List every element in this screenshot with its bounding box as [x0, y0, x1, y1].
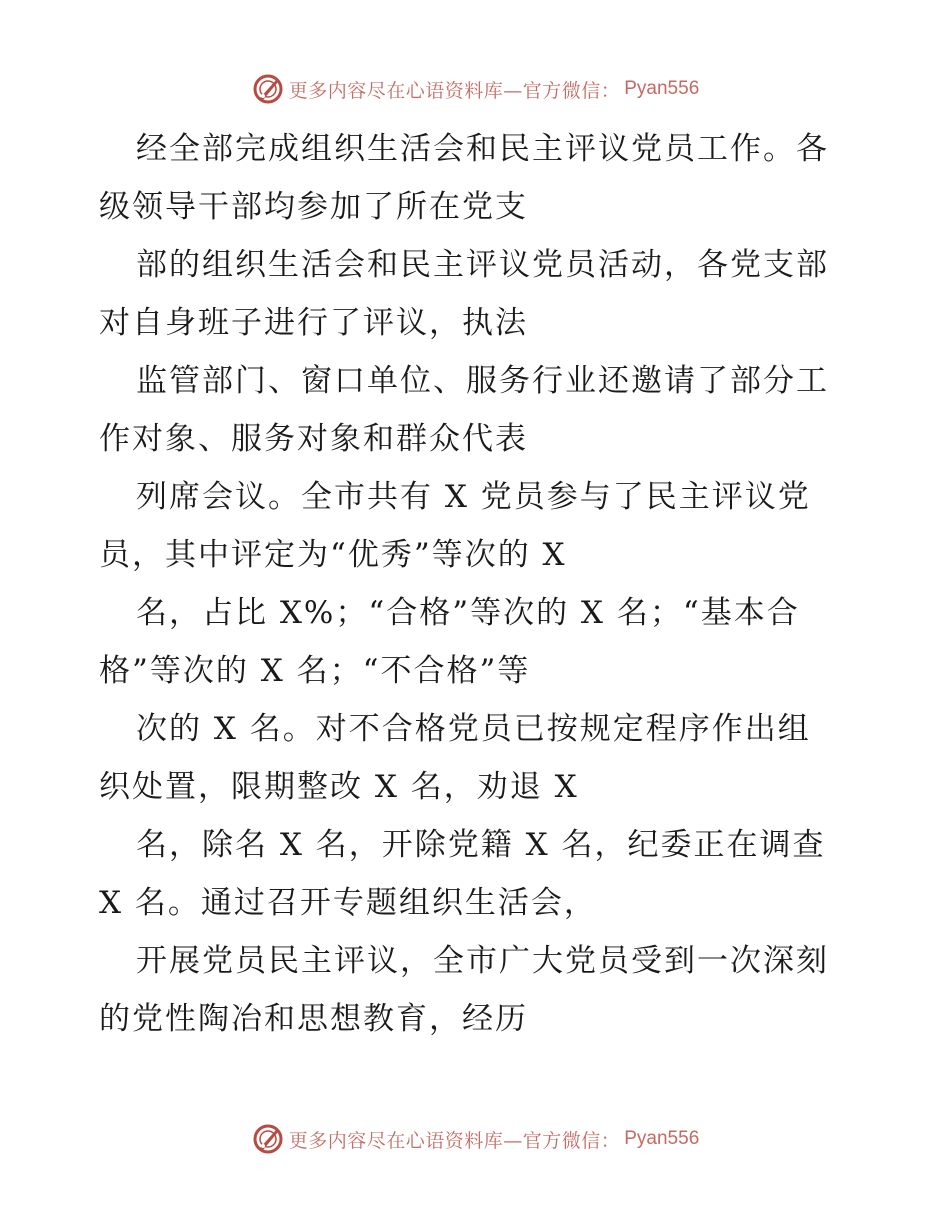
paragraph-line: 的党性陶冶和思想教育，经历 [99, 1001, 528, 1037]
paragraph [99, 120, 859, 236]
paragraph-line: 经全部完成组织生活会和民主评议党员工作。各 [136, 131, 829, 167]
paragraph-line: 名，占比 X%；“合格”等次的 X 名；“基本合 [136, 595, 800, 631]
banner-text: 更多内容尽在心语资料库—官方微信： [288, 1129, 621, 1152]
paragraph-line: 次的 X 名。对不合格党员已按规定程序作出组 [136, 711, 811, 747]
wechat-handle: Pyan556 [624, 78, 700, 99]
paragraph-line: 监管部门、窗口单位、服务行业还邀请了部分工 [136, 363, 829, 399]
paragraph [99, 584, 859, 700]
paragraph-line: 员，其中评定为“优秀”等次的 X [99, 537, 567, 573]
paragraph-line: 织处置，限期整改 X 名，劝退 X [99, 769, 579, 805]
paragraph-line: 级领导干部均参加了所在党支 [99, 189, 528, 225]
pen-nib-circle-icon [251, 72, 285, 106]
paragraph-line: 列席会议。全市共有 X 党员参与了民主评议党 [136, 479, 811, 515]
paragraph-line: 作对象、服务对象和群众代表 [99, 421, 528, 457]
banner-text: 更多内容尽在心语资料库—官方微信： [288, 79, 621, 102]
paragraph-line: 部的组织生活会和民主评议党员活动，各党支部 [136, 247, 829, 283]
wechat-handle: Pyan556 [624, 1128, 700, 1149]
paragraph [99, 816, 859, 932]
pen-nib-circle-icon [251, 1122, 285, 1156]
header-banner [0, 72, 950, 106]
paragraph-line: 名，除名 X 名，开除党籍 X 名，纪委正在调查 [136, 827, 826, 863]
document-body [99, 120, 859, 1048]
paragraph-line: 开展党员民主评议，全市广大党员受到一次深刻 [136, 943, 829, 979]
footer-banner [0, 1122, 950, 1156]
paragraph [99, 352, 859, 468]
paragraph-line: 格”等次的 X 名；“不合格”等 [99, 653, 531, 689]
paragraph [99, 932, 859, 1048]
paragraph-line: X 名。通过召开专题组织生活会， [99, 885, 597, 921]
paragraph [99, 468, 859, 584]
paragraph [99, 236, 859, 352]
paragraph [99, 700, 859, 816]
paragraph-line: 对自身班子进行了评议，执法 [99, 305, 528, 341]
